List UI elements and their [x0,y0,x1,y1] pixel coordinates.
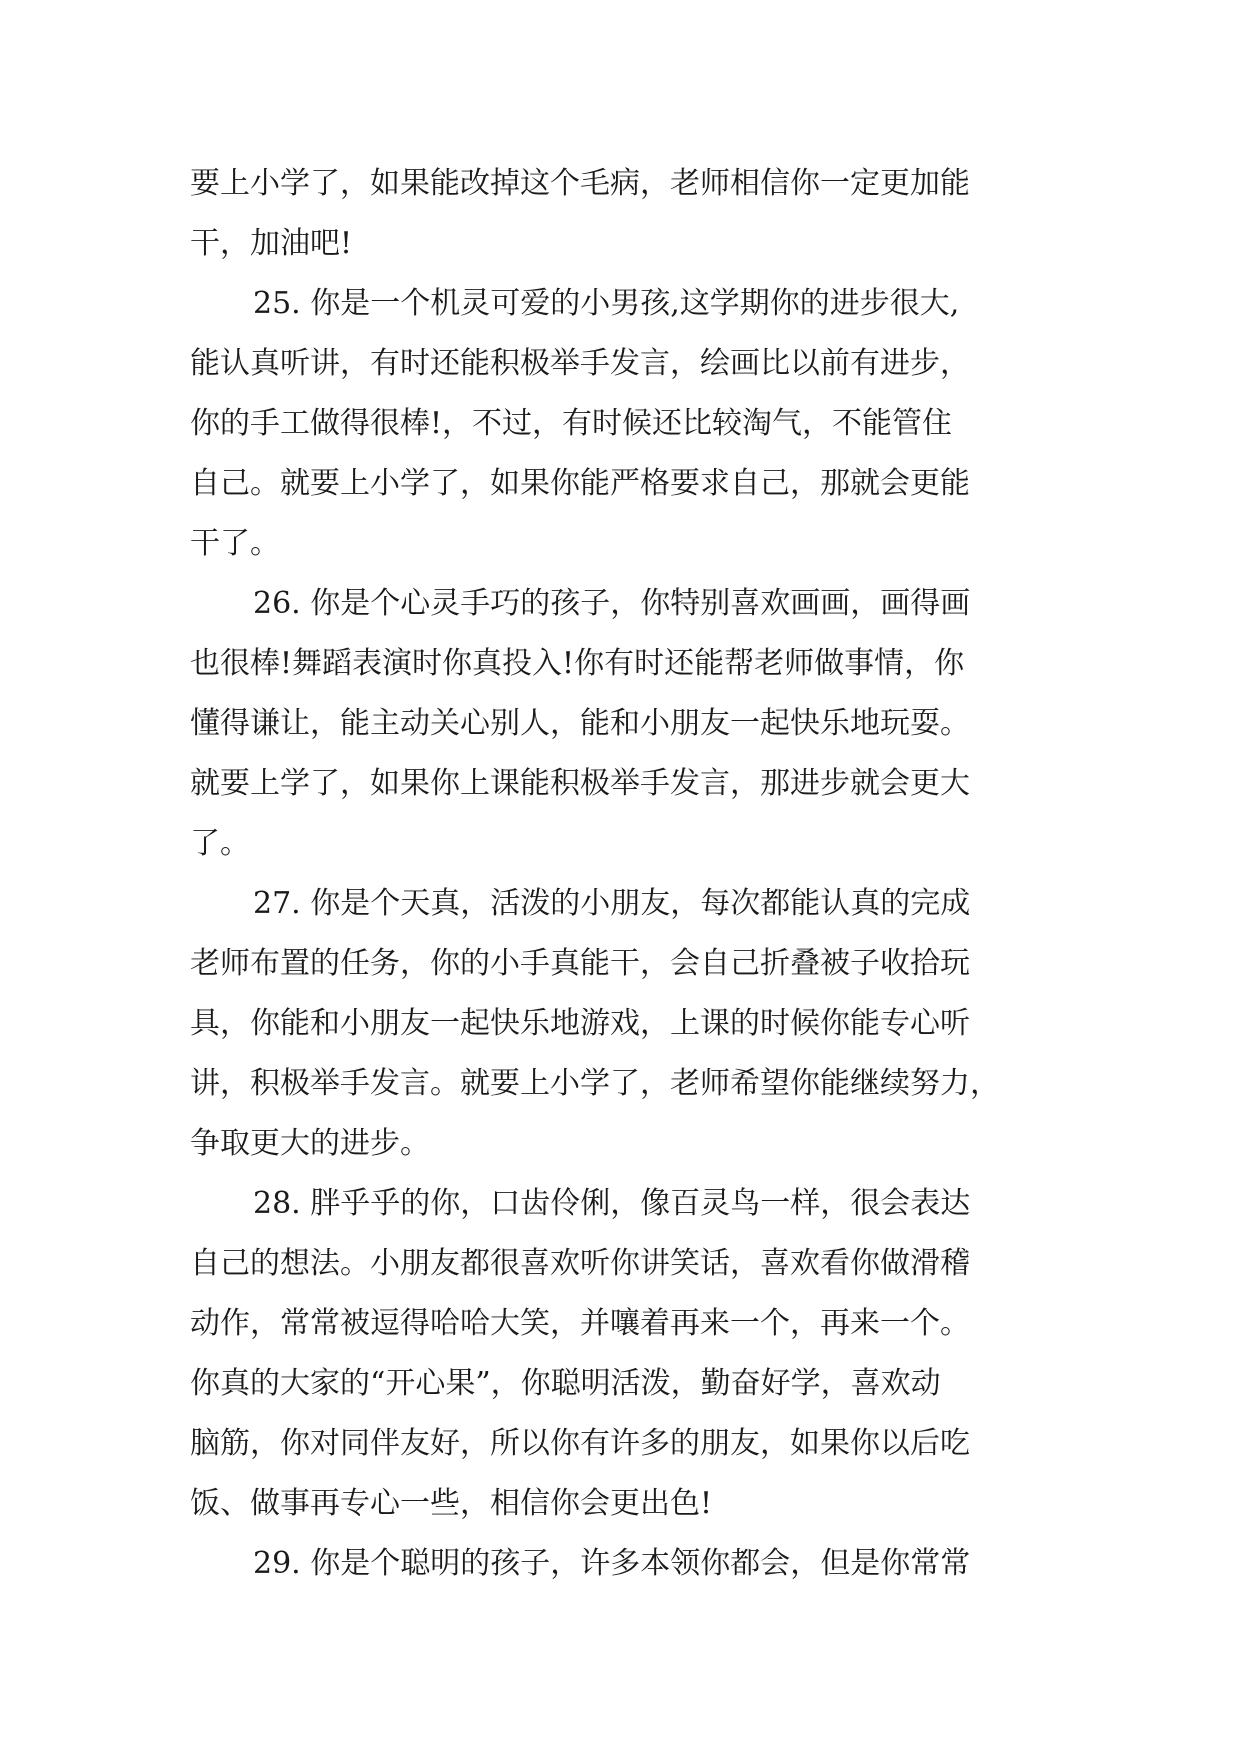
text-line: 29. 你是个聪明的孩子，许多本领你都会，但是你常常 [253,1546,971,1581]
text-line: 了。 [190,826,250,861]
text-line: 饭、做事再专心一些，相信你会更出色! [190,1486,713,1521]
text-line: 干，加油吧! [190,226,353,261]
text-line: 脑筋，你对同伴友好，所以你有许多的朋友，如果你以后吃 [190,1426,970,1461]
text-line: 你的手工做得很棒!，不过，有时候还比较淘气，不能管住 [190,406,953,441]
text-line: 争取更大的进步。 [190,1126,430,1161]
text-line: 25. 你是一个机灵可爱的小男孩,这学期你的进步很大, [253,286,960,321]
text-line: 就要上学了，如果你上课能积极举手发言，那进步就会更大 [190,766,970,801]
text-line: 动作，常常被逗得哈哈大笑，并嚷着再来一个，再来一个。 [190,1306,970,1341]
text-line: 你真的大家的“开心果”，你聪明活泼，勤奋好学，喜欢动 [190,1366,941,1401]
text-line: 要上小学了，如果能改掉这个毛病，老师相信你一定更加能 [190,166,970,201]
text-line: 也很棒!舞蹈表演时你真投入!你有时还能帮老师做事情，你 [190,646,965,681]
text-line: 具，你能和小朋友一起快乐地游戏，上课的时候你能专心听 [190,1006,970,1041]
text-line: 26. 你是个心灵手巧的孩子，你特别喜欢画画，画得画 [253,586,971,621]
text-line: 老师布置的任务，你的小手真能干，会自己折叠被子收拾玩 [190,946,970,981]
text-line: 懂得谦让，能主动关心别人，能和小朋友一起快乐地玩耍。 [190,706,970,741]
text-line: 27. 你是个天真，活泼的小朋友，每次都能认真的完成 [253,886,971,921]
text-line: 自己。就要上小学了，如果你能严格要求自己，那就会更能 [190,466,970,501]
text-line: 干了。 [190,526,280,561]
text-line: 能认真听讲，有时还能积极举手发言，绘画比以前有进步， [190,346,970,381]
text-line: 28. 胖乎乎的你，口齿伶俐，像百灵鸟一样，很会表达 [253,1186,971,1221]
text-line: 自己的想法。小朋友都很喜欢听你讲笑话，喜欢看你做滑稽 [190,1246,970,1281]
text-line: 讲，积极举手发言。就要上小学了，老师希望你能继续努力， [190,1066,1000,1101]
